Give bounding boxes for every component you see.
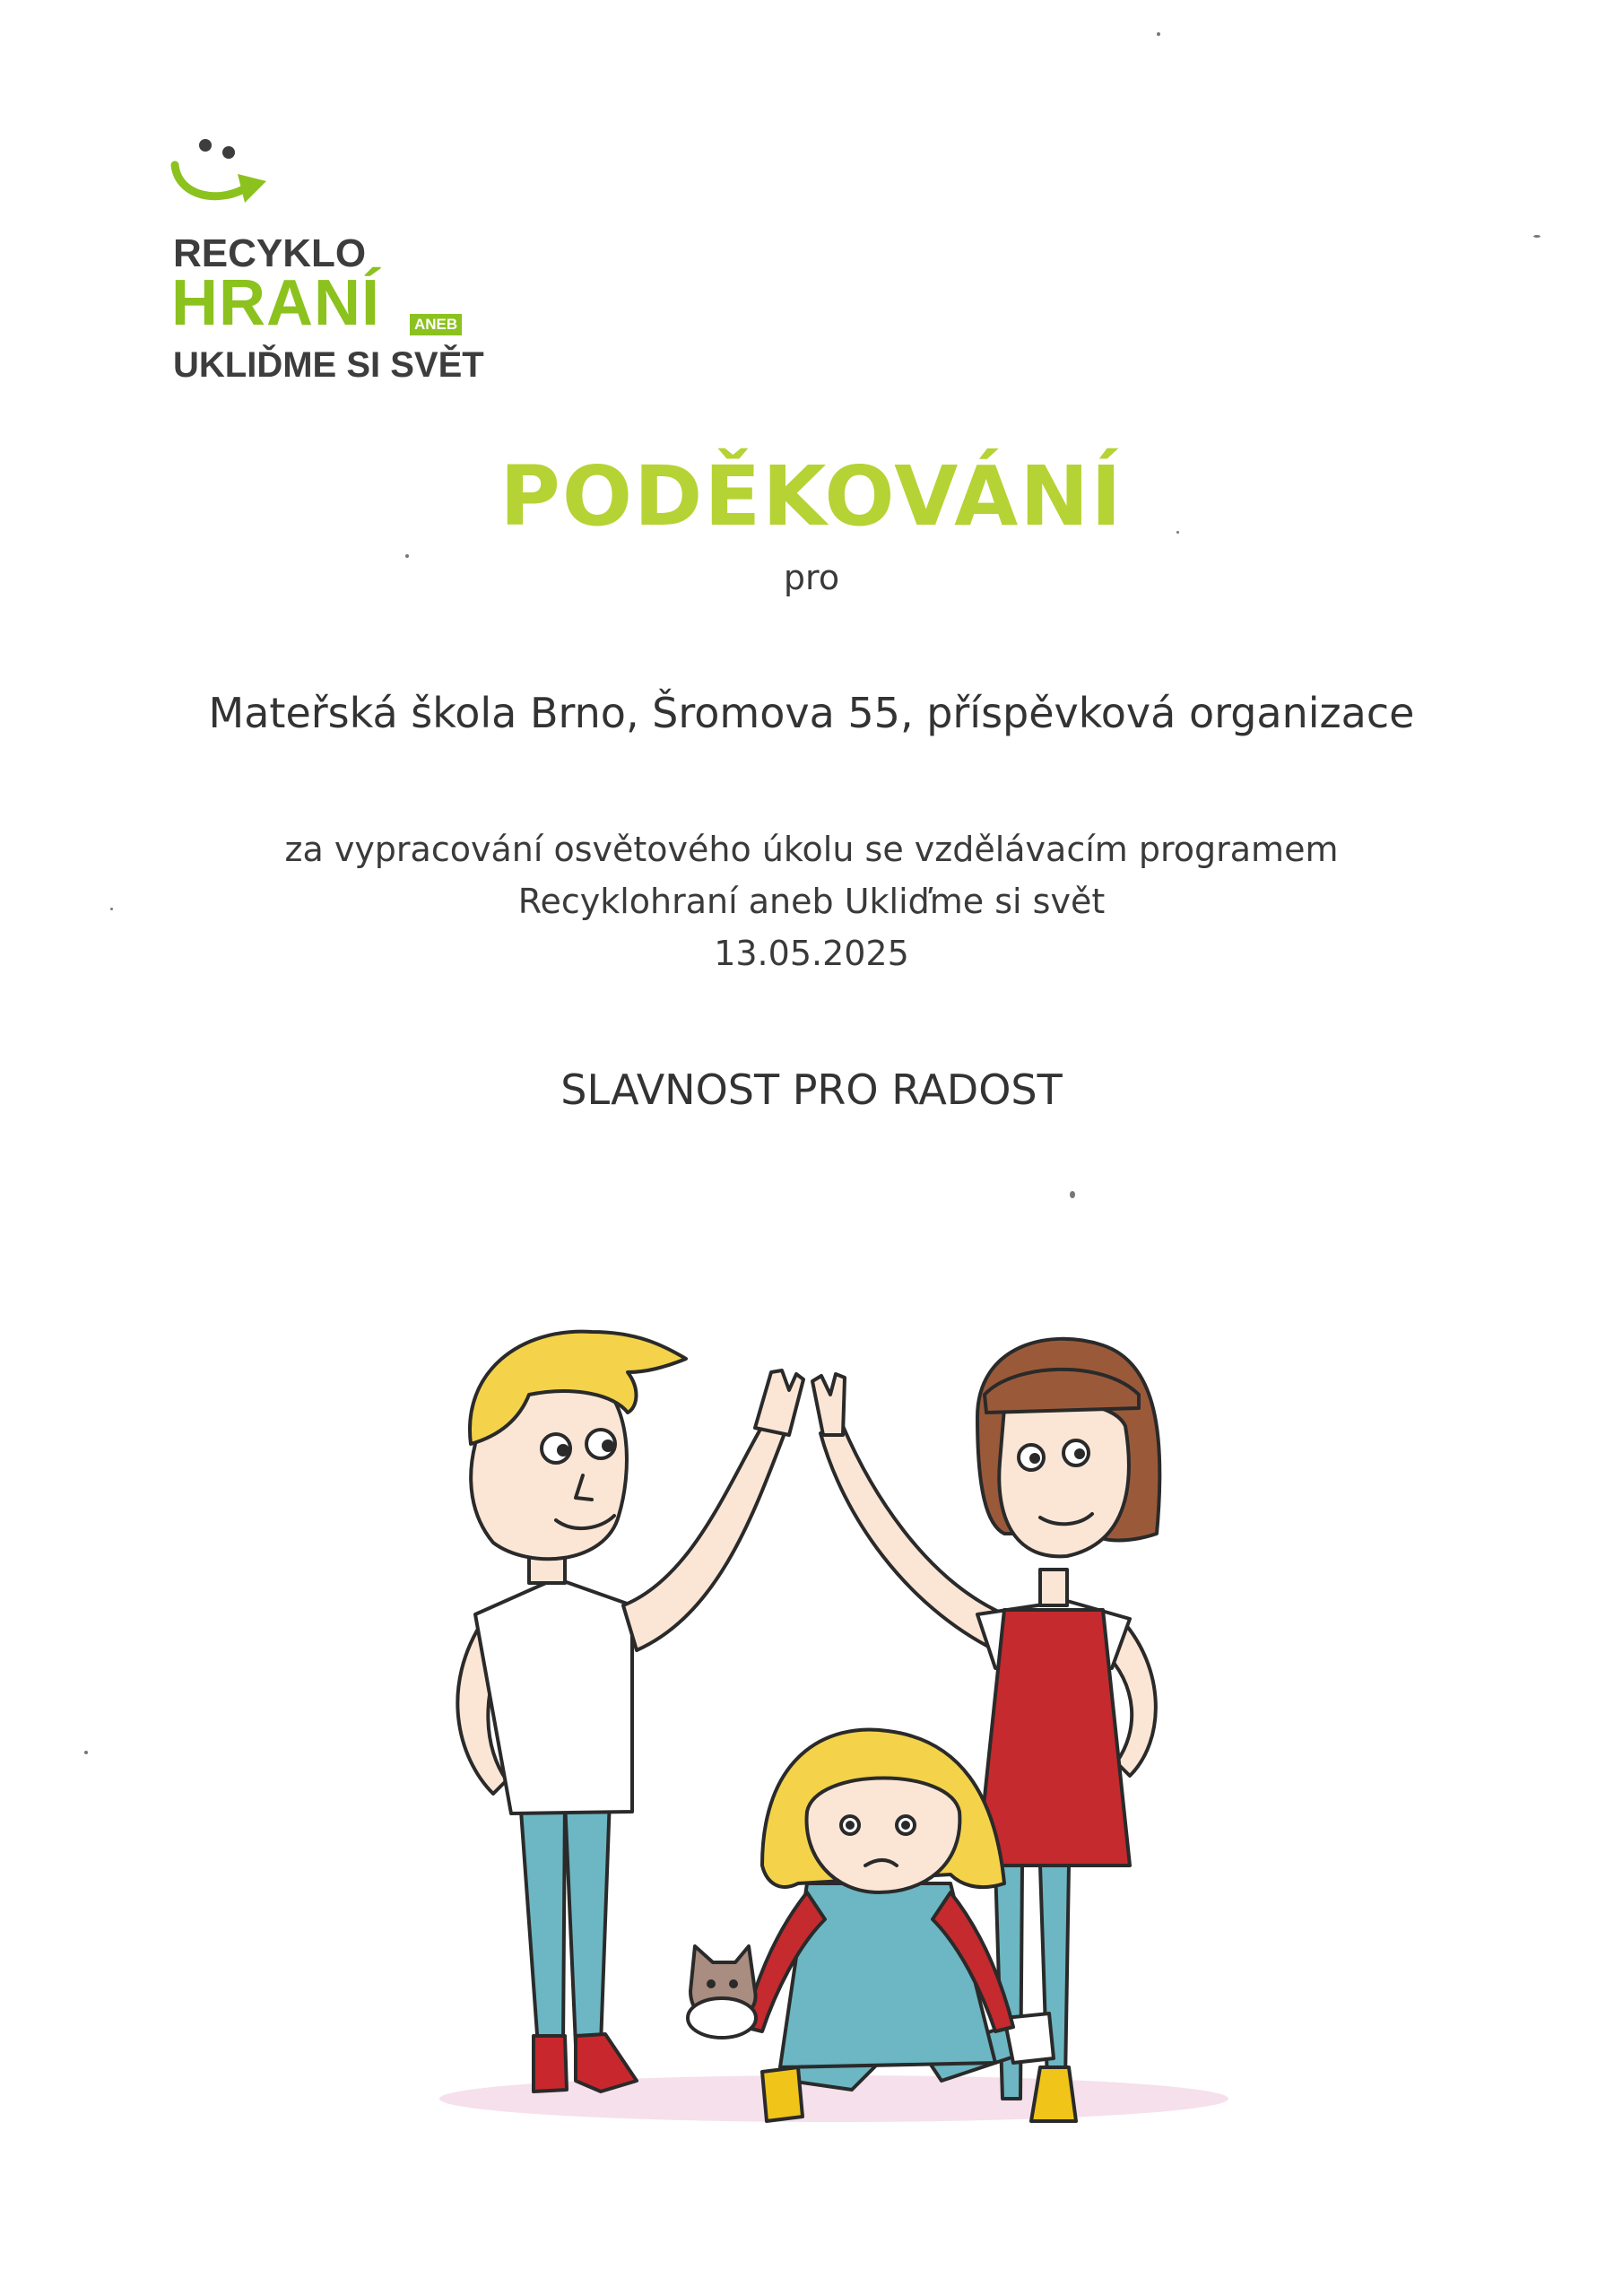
- cat-toy: [688, 1946, 756, 2038]
- scan-speck: [110, 908, 113, 910]
- smile-arrow-icon: [166, 135, 273, 215]
- scan-speck: [1157, 32, 1160, 36]
- reason-line: za vypracování osvětového úkolu se vzdělávacím programem: [284, 830, 1339, 869]
- scan-speck: [1533, 235, 1541, 238]
- for-label: pro: [783, 558, 840, 597]
- scan-speck: [84, 1751, 88, 1754]
- scan-speck: [405, 554, 409, 558]
- program-name: Recyklohraní aneb Ukliďme si svět: [517, 882, 1106, 921]
- scan-speck: [1176, 531, 1179, 534]
- logo-text-hrani: HRANÍ: [171, 267, 380, 339]
- certificate-title: PODĚKOVÁNÍ: [499, 448, 1124, 544]
- logo-text-recyklo: RECYKLO: [173, 231, 367, 275]
- recipient-name: Mateřská škola Brno, Šromova 55, příspěvková organizace: [208, 689, 1415, 737]
- scan-speck: [1070, 1191, 1075, 1198]
- event-name: SLAVNOST PRO RADOST: [560, 1065, 1063, 1114]
- date: 13.05.2025: [714, 934, 909, 973]
- logo: [166, 135, 525, 395]
- logo-badge-aneb: ANEB: [410, 314, 462, 335]
- reason-block: [0, 823, 1623, 979]
- logo-text-uklidme: UKLIĎME SI SVĚT: [173, 345, 484, 385]
- family-high-five-illustration: [421, 1309, 1246, 2161]
